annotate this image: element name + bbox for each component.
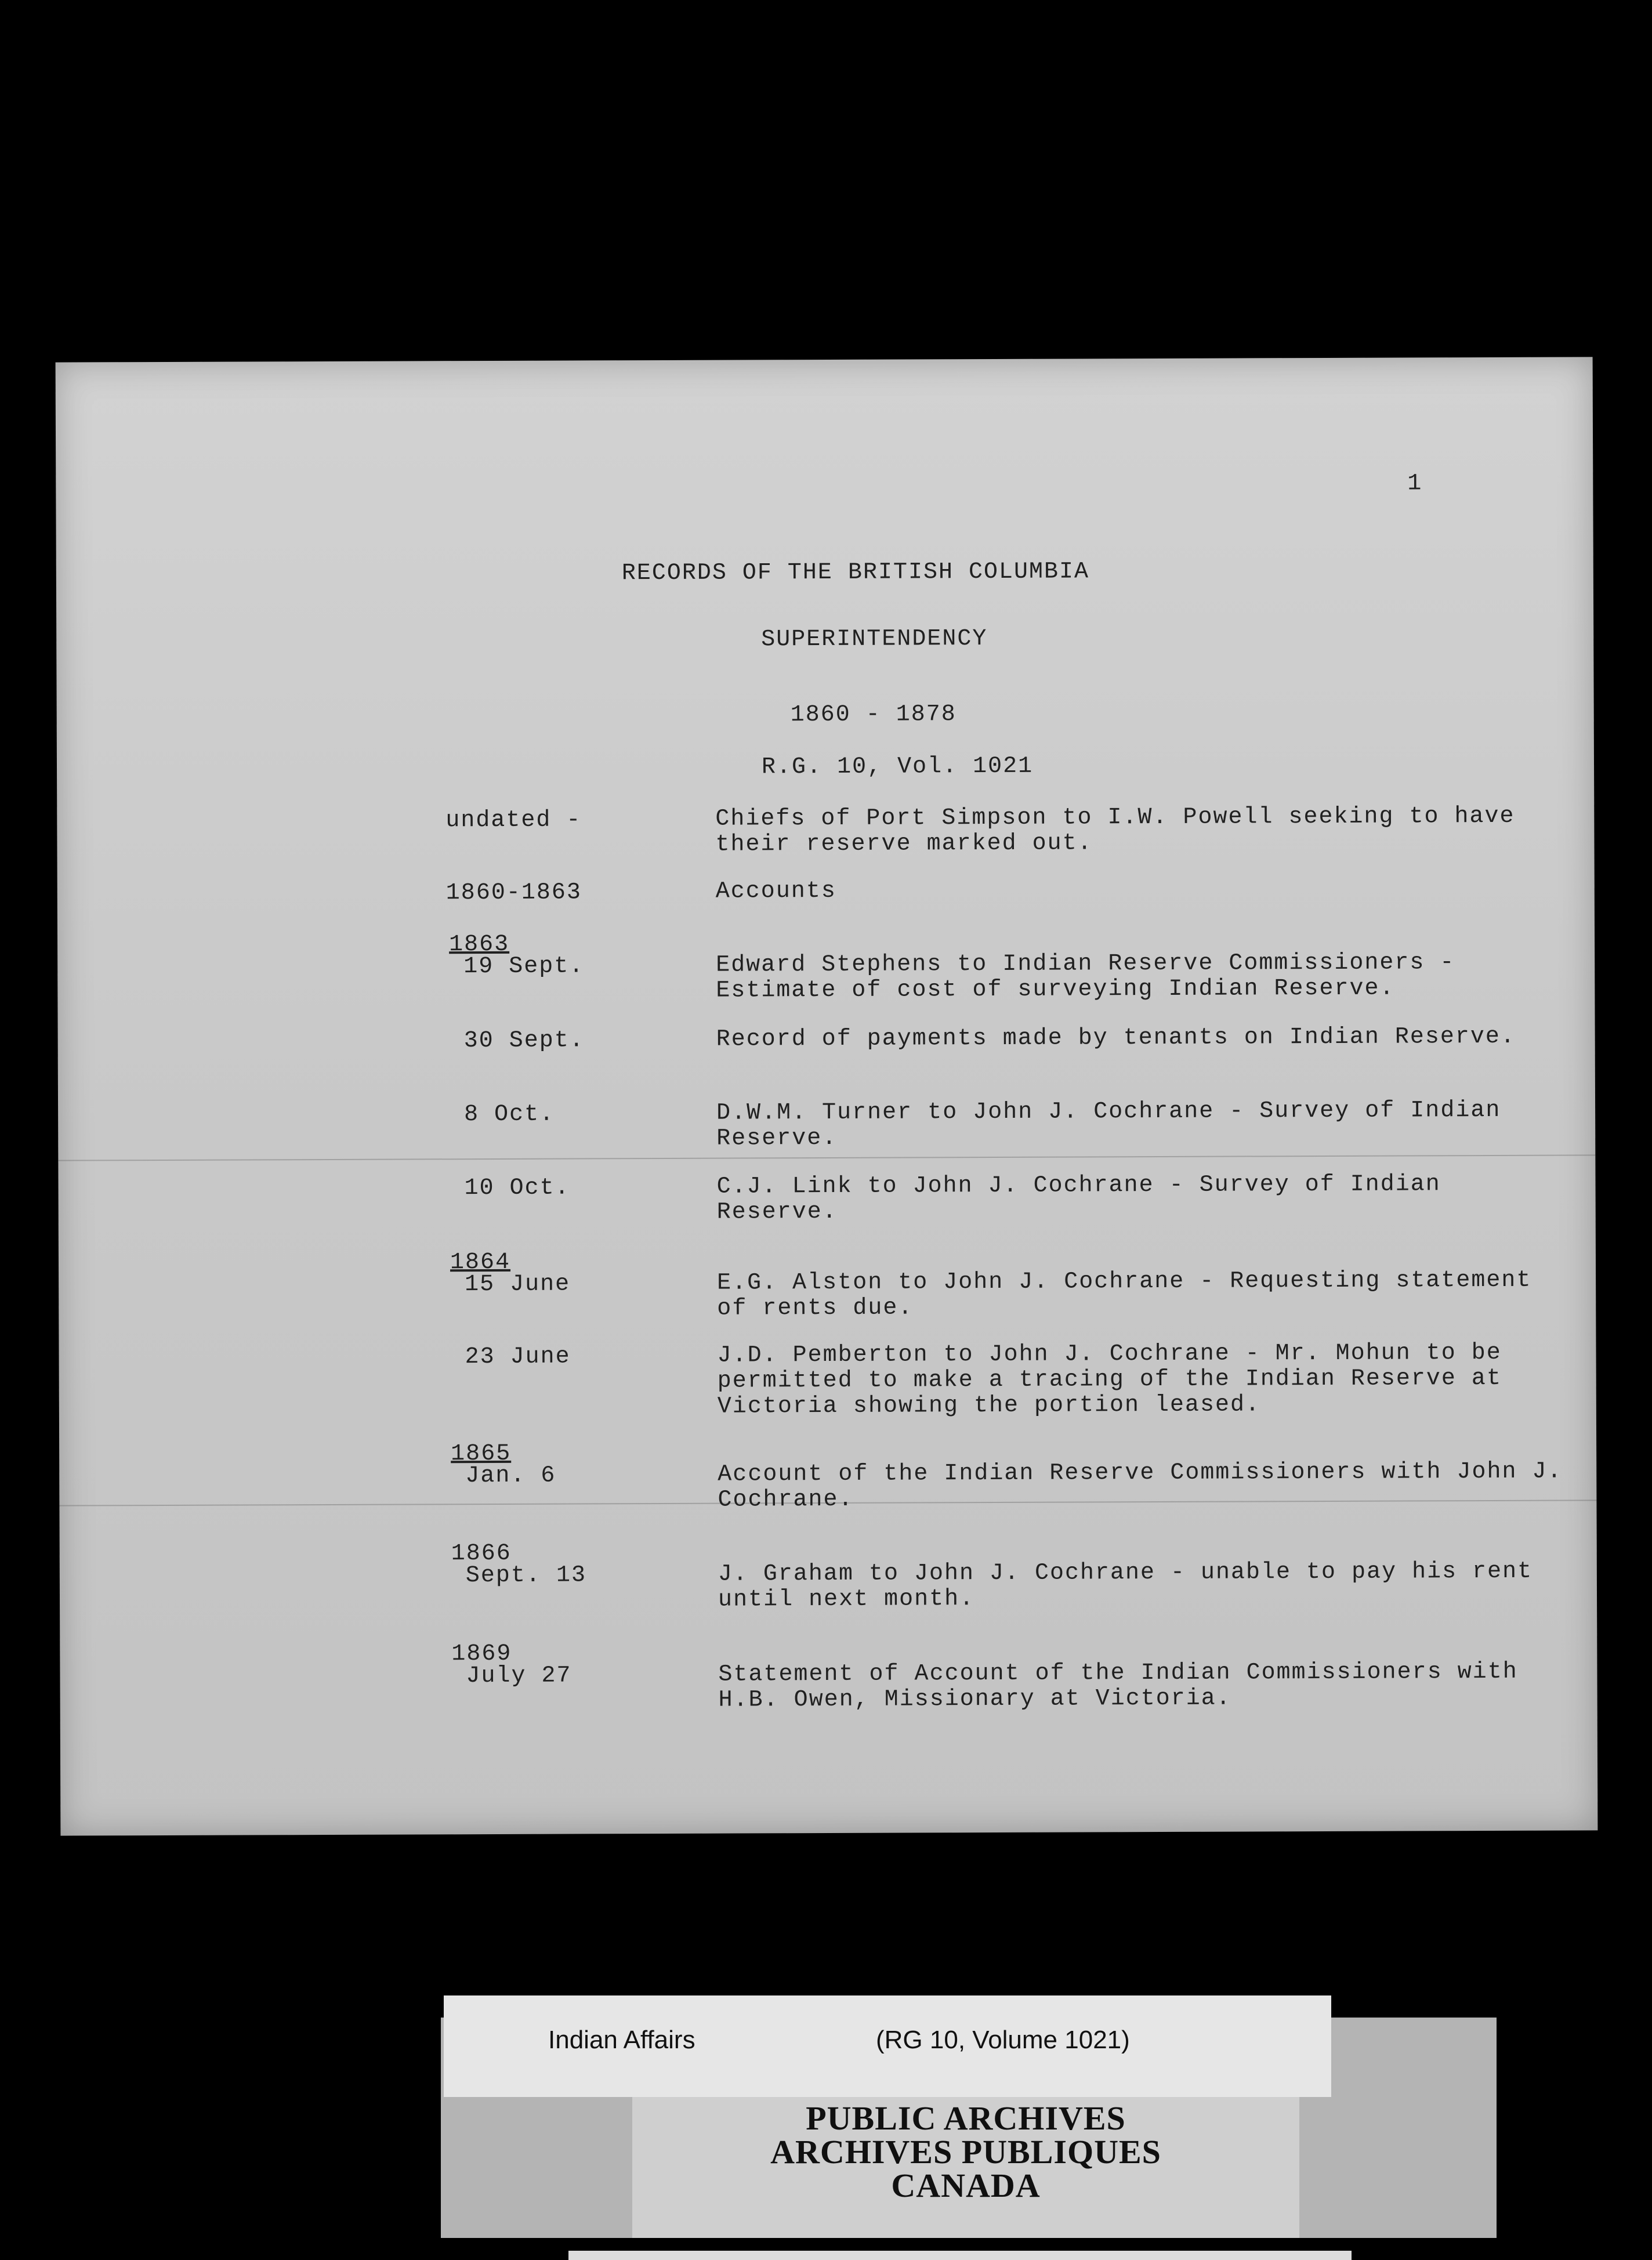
stamp-line-english: PUBLIC ARCHIVES <box>806 2099 1126 2137</box>
entry-description: Accounts <box>715 878 836 905</box>
list-item <box>60 1540 1597 1634</box>
entry-description: J.D. Pemberton to John J. Cochrane - Mr. Mohun to be permitted to make a tracing of the Indian Reserve at Victoria showing the portion leased. <box>717 1339 1502 1420</box>
document-title: RECORDS OF THE BRITISH COLUMBIA <box>621 559 1090 587</box>
list-item <box>57 931 1595 1024</box>
entry-date: Sept. 13 <box>465 1562 586 1589</box>
entry-year: 1864 <box>450 1249 511 1276</box>
entry-date: 1860-1863 <box>445 879 582 907</box>
list-item <box>60 1640 1597 1734</box>
entry-date: 23 June <box>465 1343 571 1371</box>
entry-description: Edward Stephens to Indian Reserve Commissioners - Estimate of cost of surveying Indian Reserve. <box>716 950 1455 1004</box>
document-subtitle: SUPERINTENDENCY <box>761 626 988 653</box>
entry-description: Statement of Account of the Indian Commissioners with H.B. Owen, Missionary at Victoria. <box>718 1658 1518 1714</box>
document-page <box>56 357 1598 1835</box>
entry-year: 1869 <box>451 1640 512 1668</box>
label-department: Indian Affairs <box>548 2026 695 2054</box>
entry-description: C.J. Link to John J. Cochrane - Survey of Indian Reserve. <box>716 1171 1441 1226</box>
document-date-range: 1860 - 1878 <box>790 701 957 729</box>
list-item <box>57 876 1595 951</box>
entry-description: D.W.M. Turner to John J. Cochrane - Survey of Indian Reserve. <box>716 1097 1501 1152</box>
list-item <box>58 1171 1595 1246</box>
entry-date: 10 Oct. <box>464 1175 570 1202</box>
stamp-tab <box>568 2251 1352 2260</box>
entry-year: 1865 <box>451 1440 512 1468</box>
stamp-plate <box>632 2093 1299 2238</box>
label-volume: (RG 10, Volume 1021) <box>876 2026 1130 2054</box>
entry-date: 15 June <box>465 1271 571 1298</box>
volume-label <box>444 1995 1331 2097</box>
entry-date: Jan. 6 <box>465 1462 556 1490</box>
list-item <box>59 1339 1596 1420</box>
entry-description: E.G. Alston to John J. Cochrane - Requesting statement of rents due. <box>717 1267 1532 1322</box>
document-reference: R.G. 10, Vol. 1021 <box>761 753 1034 781</box>
entry-date: 19 Sept. <box>463 953 585 980</box>
entry-year: 1866 <box>451 1540 512 1567</box>
entry-description: Record of payments made by tenants on Indian Reserve. <box>716 1023 1516 1053</box>
entry-description: J. Graham to John J. Cochrane - unable to pay his rent until next month. <box>718 1558 1533 1613</box>
list-item <box>58 1098 1595 1172</box>
entry-description: Chiefs of Port Simpson to I.W. Powell seeking to have their reserve marked out. <box>715 803 1515 858</box>
entry-description: Account of the Indian Reserve Commissioners with John J. Cochrane. <box>718 1458 1563 1513</box>
entry-date: 8 Oct. <box>464 1101 555 1128</box>
page-number: 1 <box>1407 470 1422 497</box>
entry-year: 1863 <box>449 931 510 958</box>
stamp-line-french: ARCHIVES PUBLIQUES <box>770 2133 1161 2171</box>
entry-date: July 27 <box>466 1663 572 1690</box>
entry-date: 30 Sept. <box>463 1027 585 1055</box>
list-item <box>57 803 1594 878</box>
list-item <box>59 1249 1596 1342</box>
stamp-line-country: CANADA <box>891 2167 1041 2204</box>
entry-date: undated - <box>445 807 582 834</box>
list-item <box>59 1440 1596 1534</box>
list-item <box>58 1024 1595 1099</box>
